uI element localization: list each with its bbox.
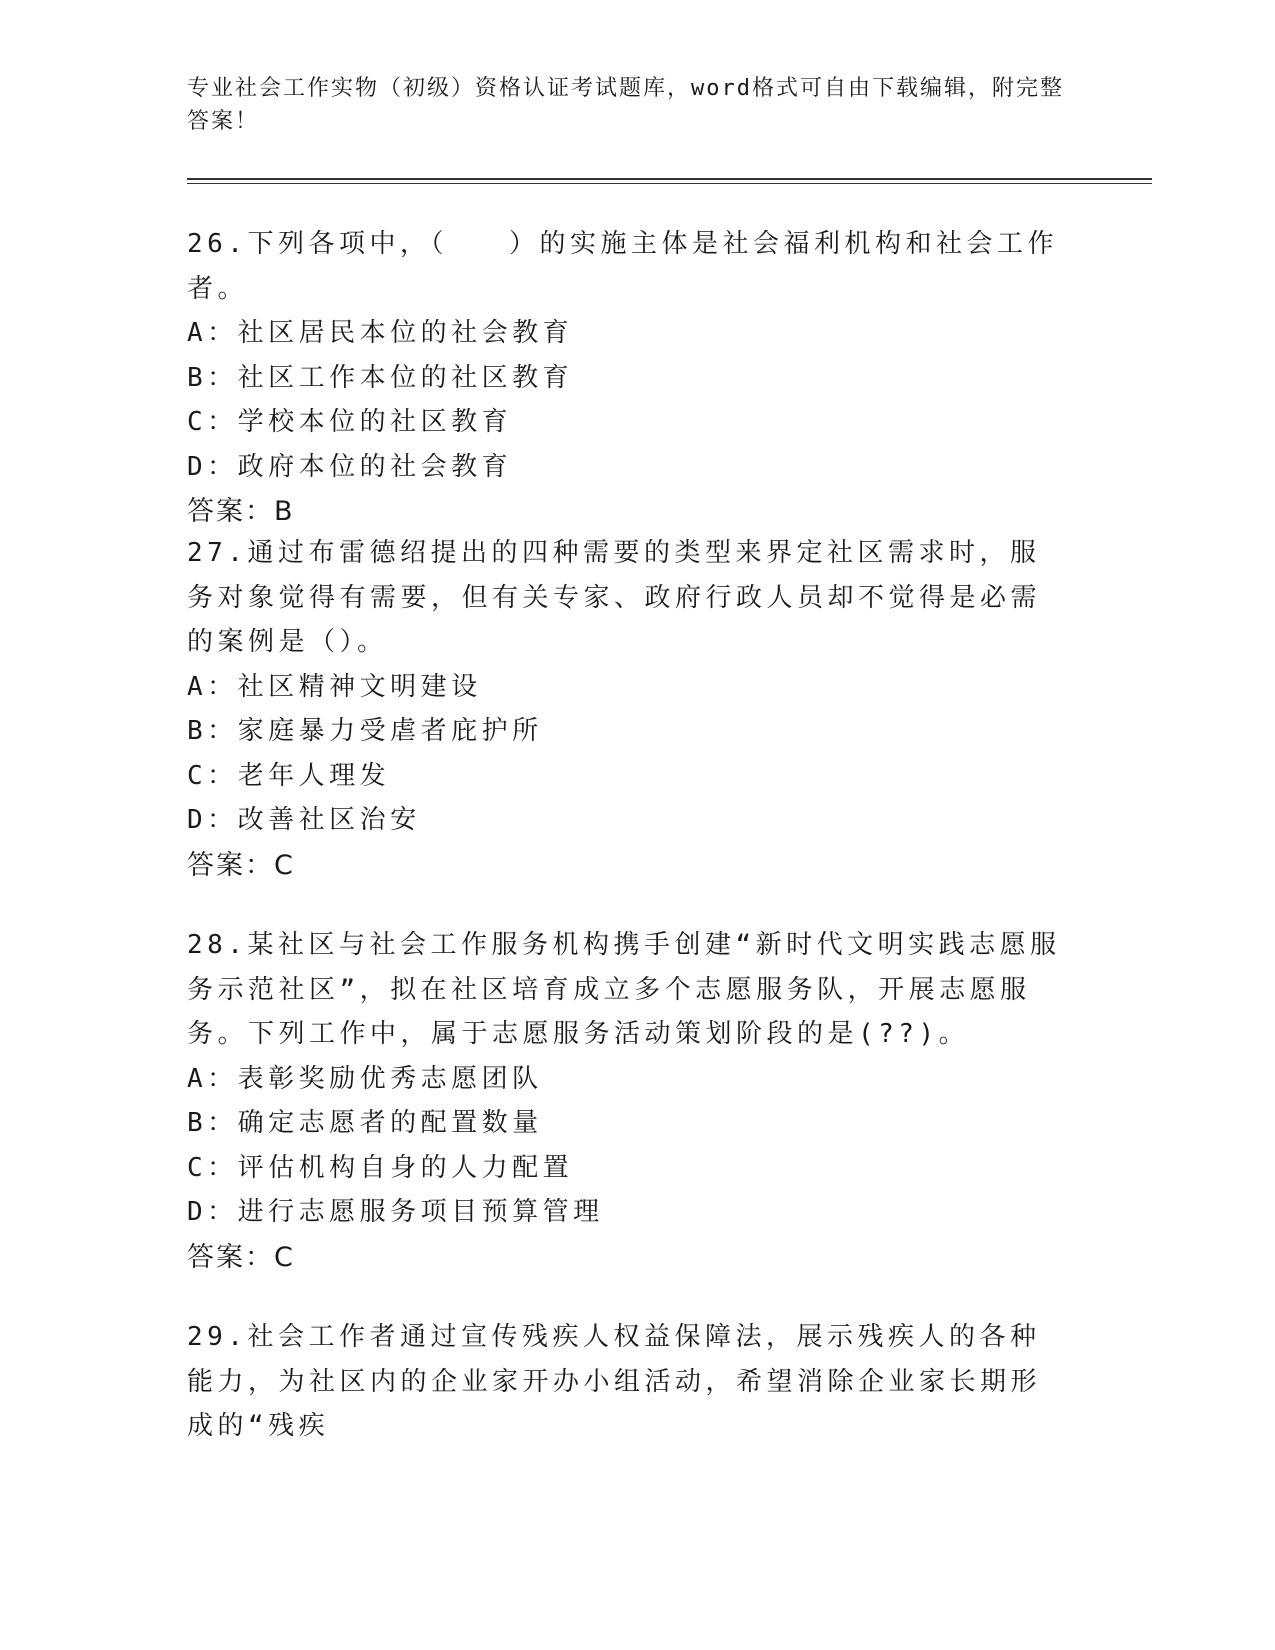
option-a: A：社区居民本位的社会教育 xyxy=(187,318,574,348)
option-d: D：进行志愿服务项目预算管理 xyxy=(187,1197,604,1227)
option-d: D：政府本位的社会教育 xyxy=(187,451,513,482)
question-stem: 26.下列各项中，（ ）的实施主体是社会福利机构和社会工作者。 xyxy=(187,229,1058,304)
option-a: A：社区精神文明建设 xyxy=(187,671,482,702)
header-divider-thick xyxy=(187,178,1152,180)
question-stem: 27.通过布雷德绍提出的四种需要的类型来界定社区需求时，服务对象觉得有需要，但有关专家、政府行政人员却不觉得是必需的案例是（）。 xyxy=(187,538,1042,657)
option-c: C：学校本位的社区教育 xyxy=(187,407,513,437)
question-stem: 29.社会工作者通过宣传残疾人权益保障法，展示残疾人的各种能力，为社区内的企业家开办小组活动，希望消除企业家长期形成的“残疾 xyxy=(187,1322,1042,1441)
question-27 xyxy=(187,531,1067,888)
question-26 xyxy=(187,222,1067,534)
question-28 xyxy=(187,923,1067,1280)
option-c: C：评估机构自身的人力配置 xyxy=(187,1152,574,1183)
document-header: 专业社会工作实物（初级）资格认证考试题库，word格式可自由下载编辑，附完整答案！ xyxy=(187,76,1064,134)
header-divider-thin xyxy=(187,183,1152,184)
answer-line: 答案：B xyxy=(187,496,295,527)
option-c: C：老年人理发 xyxy=(187,760,391,791)
answer-line: 答案：C xyxy=(187,1241,295,1273)
option-b: B：社区工作本位的社区教育 xyxy=(187,362,574,393)
option-d: D：改善社区治安 xyxy=(187,805,421,835)
option-a: A：表彰奖励优秀志愿团队 xyxy=(187,1063,543,1094)
option-b: B：确定志愿者的配置数量 xyxy=(187,1108,543,1138)
option-b: B：家庭暴力受虐者庇护所 xyxy=(187,716,543,746)
answer-line: 答案：C xyxy=(187,849,295,881)
question-29 xyxy=(187,1315,1067,1449)
question-stem: 28.某社区与社会工作服务机构携手创建“新时代文明实践志愿服务示范社区”，拟在社区培育成立多个志愿服务队，开展志愿服务。下列工作中，属于志愿服务活动策划阶段的是(??)。 xyxy=(187,930,1061,1049)
